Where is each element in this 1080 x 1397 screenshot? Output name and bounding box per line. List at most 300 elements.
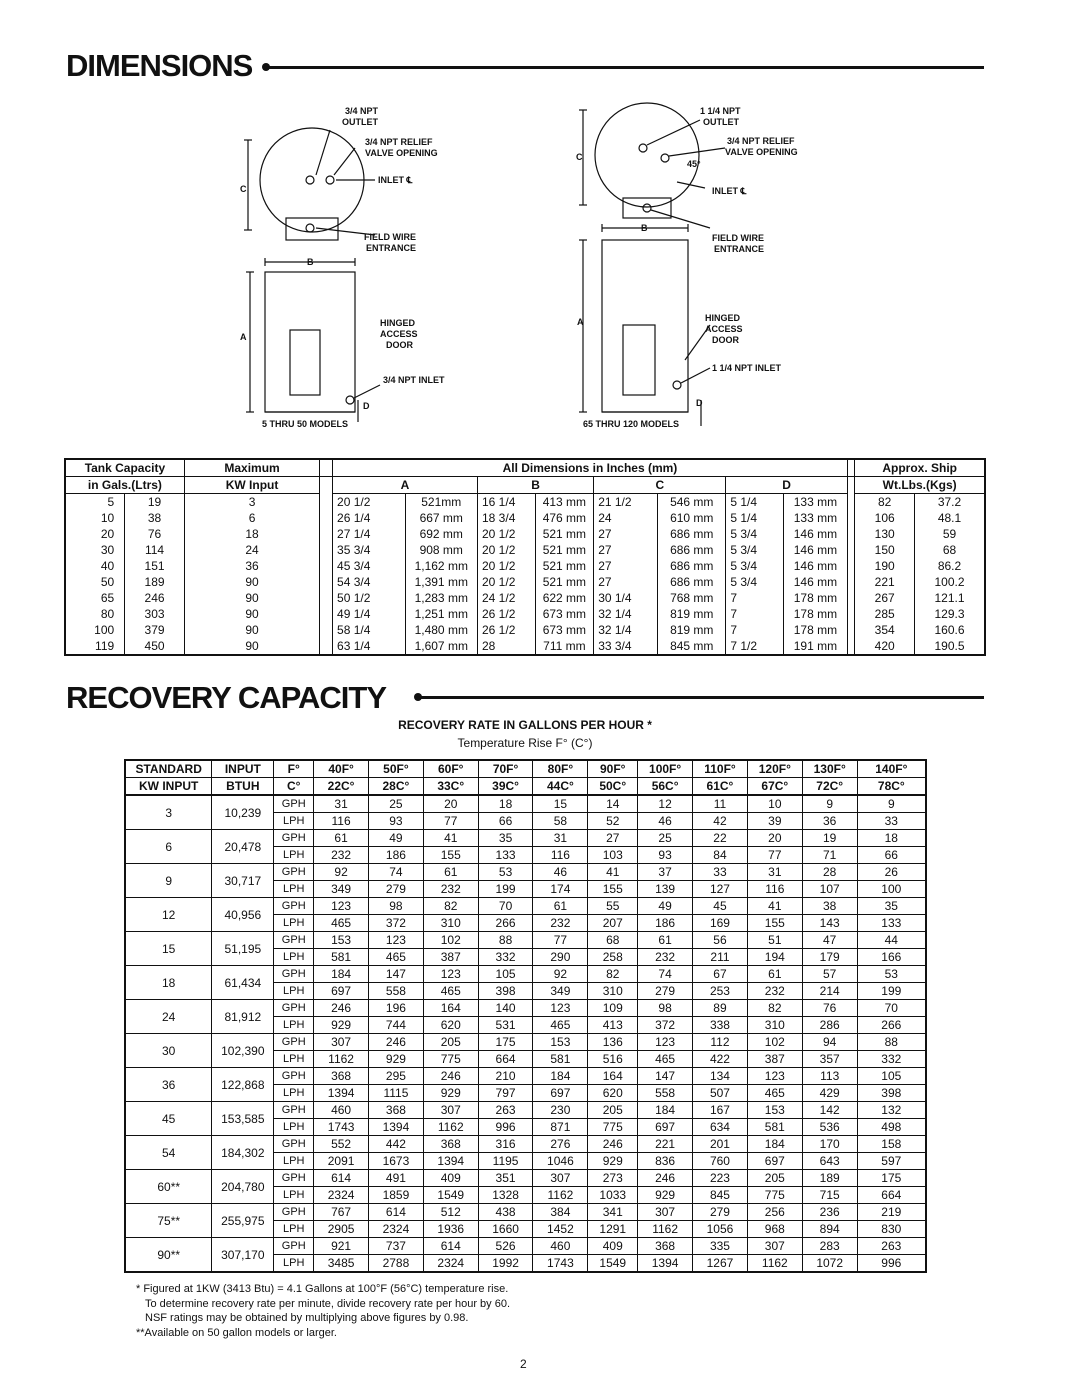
dimension-cell: 7: [726, 606, 784, 622]
dimension-cell: 133 mm: [783, 494, 847, 511]
recovery-gph-cell: 221: [638, 1136, 693, 1153]
dimension-cell: 5 1/4: [726, 510, 784, 526]
recovery-lph-cell: 1549: [588, 1255, 638, 1273]
recovery-gph-cell: 526: [478, 1238, 533, 1255]
recovery-gph-cell: 134: [693, 1068, 748, 1085]
recovery-gph-cell: 49: [638, 898, 693, 915]
dim-a-header: A: [333, 477, 478, 494]
recovery-unit-lph: LPH: [274, 1153, 314, 1170]
right-relief-label-2: VALVE OPENING: [725, 147, 798, 157]
recovery-gph-cell: 164: [588, 1068, 638, 1085]
recovery-gph-cell: 10: [747, 795, 802, 813]
recovery-gph-cell: 184: [638, 1102, 693, 1119]
recovery-lph-cell: 127: [693, 881, 748, 898]
recovery-lph-cell: 2905: [314, 1221, 369, 1238]
recovery-lph-cell: 1162: [533, 1187, 588, 1204]
recovery-lph-cell: 253: [693, 983, 748, 1000]
dimension-cell: 5 3/4: [726, 558, 784, 574]
recovery-btuh-cell: 102,390: [212, 1034, 274, 1068]
right-dim-c: C: [576, 152, 583, 162]
recovery-lph-cell: 286: [802, 1017, 857, 1034]
recovery-btuh-cell: 307,170: [212, 1238, 274, 1273]
recovery-kw-cell: 15: [125, 932, 212, 966]
dimension-cell: 59: [915, 526, 985, 542]
recovery-header-f: 140F°: [857, 760, 926, 778]
dimension-cell: 21 1/2: [594, 494, 658, 511]
recovery-lph-cell: 258: [588, 949, 638, 966]
recovery-lph-cell: 279: [638, 983, 693, 1000]
recovery-lph-cell: 581: [533, 1051, 588, 1068]
diagram-5-thru-50: [230, 100, 480, 435]
dimension-cell: 450: [125, 638, 185, 655]
recovery-lph-cell: 186: [638, 915, 693, 932]
recovery-gph-cell: 123: [423, 966, 478, 983]
recovery-gph-cell: 246: [314, 1000, 369, 1017]
recovery-gph-cell: 368: [638, 1238, 693, 1255]
footnote-2: To determine recovery rate per minute, divide recovery rate per hour by 60.: [145, 1298, 511, 1310]
recovery-gph-cell: 767: [314, 1204, 369, 1221]
dimension-cell: 20 1/2: [478, 526, 536, 542]
recovery-lph-cell: 357: [802, 1051, 857, 1068]
tank-capacity-header: Tank Capacity: [65, 459, 184, 477]
recovery-gph-cell: 98: [369, 898, 424, 915]
recovery-lph-cell: 498: [857, 1119, 926, 1136]
dimension-cell: 32 1/4: [594, 622, 658, 638]
recovery-lph-cell: 597: [857, 1153, 926, 1170]
dimension-cell: 90: [184, 638, 319, 655]
recovery-lph-cell: 845: [693, 1187, 748, 1204]
recovery-gph-cell: 68: [588, 932, 638, 949]
dimension-cell: 686 mm: [658, 526, 726, 542]
recovery-lph-cell: 387: [423, 949, 478, 966]
dimension-cell: 20 1/2: [478, 574, 536, 590]
dimension-cell: 768 mm: [658, 590, 726, 606]
recovery-unit-gph: GPH: [274, 1204, 314, 1221]
recovery-gph-cell: 491: [369, 1170, 424, 1187]
recovery-gph-cell: 164: [423, 1000, 478, 1017]
dimension-row: [65, 638, 985, 655]
left-field-label-1: FIELD WIRE: [364, 232, 416, 242]
dimension-cell: 106: [855, 510, 915, 526]
dimension-cell: 7 1/2: [726, 638, 784, 655]
dimension-cell: 190.5: [915, 638, 985, 655]
recovery-lph-cell: 996: [857, 1255, 926, 1273]
recovery-lph-cell: 1291: [588, 1221, 638, 1238]
recovery-header-f: 70F°: [478, 760, 533, 778]
recovery-heading: RECOVERY CAPACITY: [66, 680, 387, 715]
recovery-gph-cell: 18: [857, 830, 926, 847]
rule-dot: [262, 63, 270, 71]
recovery-lph-cell: 116: [533, 847, 588, 864]
dimension-cell: 285: [855, 606, 915, 622]
recovery-header-c: 56C°: [638, 778, 693, 796]
recovery-lph-cell: 744: [369, 1017, 424, 1034]
dimension-cell: 20: [65, 526, 125, 542]
dimension-cell: 667 mm: [405, 510, 477, 526]
recovery-lph-cell: 465: [314, 915, 369, 932]
right-models-label: 65 THRU 120 MODELS: [583, 419, 680, 429]
recovery-lph-cell: 266: [478, 915, 533, 932]
recovery-row-gph: [125, 1170, 926, 1187]
recovery-gph-cell: 112: [693, 1034, 748, 1051]
dim-b-header: B: [478, 477, 594, 494]
recovery-btuh-cell: 184,302: [212, 1136, 274, 1170]
dimension-cell: 189: [125, 574, 185, 590]
recovery-btuh-cell: 20,478: [212, 830, 274, 864]
recovery-lph-cell: 775: [747, 1187, 802, 1204]
recovery-kw-cell: 36: [125, 1068, 212, 1102]
dimension-cell: 35 3/4: [333, 542, 405, 558]
dimension-cell: 5 1/4: [726, 494, 784, 511]
recovery-lph-cell: 169: [693, 915, 748, 932]
recovery-btuh-cell: 61,434: [212, 966, 274, 1000]
recovery-gph-cell: 44: [857, 932, 926, 949]
recovery-header-c: 50C°: [588, 778, 638, 796]
recovery-lph-cell: 830: [857, 1221, 926, 1238]
recovery-gph-cell: 89: [693, 1000, 748, 1017]
recovery-lph-cell: 1394: [638, 1255, 693, 1273]
recovery-kw-cell: 18: [125, 966, 212, 1000]
recovery-lph-cell: 1660: [478, 1221, 533, 1238]
recovery-lph-cell: 465: [369, 949, 424, 966]
recovery-header-f: 110F°: [693, 760, 748, 778]
recovery-lph-cell: 42: [693, 813, 748, 830]
recovery-gph-cell: 614: [314, 1170, 369, 1187]
recovery-lph-cell: 1072: [802, 1255, 857, 1273]
right-relief-label-1: 3/4 NPT RELIEF: [727, 136, 795, 146]
recovery-lph-cell: 232: [533, 915, 588, 932]
recovery-lph-cell: 186: [369, 847, 424, 864]
recovery-unit-lph: LPH: [274, 915, 314, 932]
recovery-gph-cell: 57: [802, 966, 857, 983]
recovery-lph-cell: 465: [533, 1017, 588, 1034]
recovery-lph-cell: 33: [857, 813, 926, 830]
recovery-gph-cell: 61: [533, 898, 588, 915]
dimension-cell: 521mm: [405, 494, 477, 511]
recovery-unit-gph: GPH: [274, 1034, 314, 1051]
dimension-cell: 24: [184, 542, 319, 558]
recovery-gph-cell: 384: [533, 1204, 588, 1221]
recovery-gph-cell: 170: [802, 1136, 857, 1153]
recovery-gph-cell: 273: [588, 1170, 638, 1187]
dimension-cell: 1,283 mm: [405, 590, 477, 606]
recovery-unit-lph: LPH: [274, 1051, 314, 1068]
recovery-unit-lph: LPH: [274, 881, 314, 898]
recovery-lph-cell: 266: [857, 1017, 926, 1034]
recovery-gph-cell: 175: [857, 1170, 926, 1187]
dimension-cell: 129.3: [915, 606, 985, 622]
dimension-cell: 24: [594, 510, 658, 526]
recovery-lph-cell: 155: [588, 881, 638, 898]
recovery-lph-cell: 398: [478, 983, 533, 1000]
recovery-lph-cell: 1267: [693, 1255, 748, 1273]
recovery-header-f: F°: [274, 760, 314, 778]
recovery-row-gph: [125, 1000, 926, 1017]
dimension-row: [65, 526, 985, 542]
footnote-4: **Available on 50 gallon models or larger.: [136, 1327, 337, 1339]
recovery-gph-cell: 147: [369, 966, 424, 983]
right-field-label-1: FIELD WIRE: [712, 233, 764, 243]
recovery-gph-cell: 19: [802, 830, 857, 847]
recovery-gph-cell: 31: [314, 795, 369, 813]
dimension-cell: 267: [855, 590, 915, 606]
all-dimensions-header: All Dimensions in Inches (mm): [333, 459, 848, 477]
recovery-gph-cell: 53: [478, 864, 533, 881]
recovery-gph-cell: 219: [857, 1204, 926, 1221]
dimension-cell: 1,162 mm: [405, 558, 477, 574]
recovery-lph-cell: 332: [478, 949, 533, 966]
recovery-gph-cell: 409: [423, 1170, 478, 1187]
dimension-cell: 178 mm: [783, 622, 847, 638]
recovery-lph-cell: 139: [638, 881, 693, 898]
recovery-lph-cell: 46: [638, 813, 693, 830]
recovery-lph-cell: 211: [693, 949, 748, 966]
dimension-cell: 90: [184, 622, 319, 638]
recovery-header-c: 22C°: [314, 778, 369, 796]
recovery-lph-cell: 290: [533, 949, 588, 966]
recovery-row-gph: [125, 1204, 926, 1221]
recovery-gph-cell: 33: [693, 864, 748, 881]
dimension-cell: 146 mm: [783, 526, 847, 542]
recovery-row-gph: [125, 932, 926, 949]
recovery-gph-cell: 31: [533, 830, 588, 847]
recovery-lph-cell: 929: [423, 1085, 478, 1102]
recovery-gph-cell: 460: [314, 1102, 369, 1119]
dimension-cell: 146 mm: [783, 558, 847, 574]
recovery-btuh-cell: 255,975: [212, 1204, 274, 1238]
dimension-cell: 49 1/4: [333, 606, 405, 622]
dimension-cell: 692 mm: [405, 526, 477, 542]
recovery-lph-cell: 207: [588, 915, 638, 932]
left-dim-c: C: [240, 184, 247, 194]
recovery-gph-cell: 263: [478, 1102, 533, 1119]
recovery-header-f: 130F°: [802, 760, 857, 778]
recovery-unit-lph: LPH: [274, 1017, 314, 1034]
recovery-gph-cell: 88: [478, 932, 533, 949]
recovery-gph-cell: 20: [747, 830, 802, 847]
recovery-lph-cell: 332: [857, 1051, 926, 1068]
dimension-cell: 6: [184, 510, 319, 526]
kw-input-subheader: KW Input: [184, 477, 319, 494]
recovery-lph-cell: 66: [478, 813, 533, 830]
recovery-gph-cell: 35: [478, 830, 533, 847]
recovery-unit-gph: GPH: [274, 1068, 314, 1085]
diagram-65-thru-120: [565, 100, 825, 435]
dimension-cell: 65: [65, 590, 125, 606]
footnote-1: * Figured at 1KW (3413 Btu) = 4.1 Gallons at 100°F (56°C) temperature rise.: [136, 1283, 509, 1295]
dimension-cell: 24 1/2: [478, 590, 536, 606]
recovery-lph-cell: 664: [857, 1187, 926, 1204]
dimension-cell: 3: [184, 494, 319, 511]
recovery-gph-cell: 205: [588, 1102, 638, 1119]
recovery-row-gph: [125, 1238, 926, 1255]
tank-capacity-subheader: in Gals.(Ltrs): [65, 477, 184, 494]
recovery-lph-cell: 133: [857, 915, 926, 932]
left-outlet-label-2: OUTLET: [342, 117, 378, 127]
recovery-lph-cell: 179: [802, 949, 857, 966]
recovery-lph-cell: 116: [314, 813, 369, 830]
recovery-kw-cell: 30: [125, 1034, 212, 1068]
recovery-heading-rule: [420, 696, 984, 699]
recovery-gph-cell: 263: [857, 1238, 926, 1255]
dimension-cell: 18: [184, 526, 319, 542]
recovery-lph-cell: 465: [423, 983, 478, 1000]
dimension-cell: 146 mm: [783, 574, 847, 590]
recovery-lph-cell: 581: [747, 1119, 802, 1136]
right-dim-b: B: [641, 223, 648, 233]
recovery-gph-cell: 9: [857, 795, 926, 813]
recovery-gph-cell: 307: [533, 1170, 588, 1187]
dimension-cell: 27: [594, 526, 658, 542]
dimension-cell: 26 1/2: [478, 622, 536, 638]
recovery-unit-lph: LPH: [274, 983, 314, 1000]
recovery-gph-cell: 61: [638, 932, 693, 949]
recovery-btuh-cell: 40,956: [212, 898, 274, 932]
dimension-cell: 673 mm: [535, 622, 594, 638]
recovery-lph-cell: 697: [314, 983, 369, 1000]
recovery-gph-cell: 56: [693, 932, 748, 949]
left-inlet-label: INLET ℄: [378, 175, 413, 185]
recovery-caption-sub: Temperature Rise F° (C°): [457, 736, 593, 750]
recovery-gph-cell: 70: [857, 1000, 926, 1017]
recovery-unit-lph: LPH: [274, 949, 314, 966]
recovery-lph-cell: 107: [802, 881, 857, 898]
recovery-lph-cell: 2788: [369, 1255, 424, 1273]
recovery-kw-cell: 6: [125, 830, 212, 864]
dimension-cell: 610 mm: [658, 510, 726, 526]
recovery-header-c: 39C°: [478, 778, 533, 796]
recovery-btuh-cell: 51,195: [212, 932, 274, 966]
recovery-lph-cell: 103: [588, 847, 638, 864]
recovery-lph-cell: 558: [369, 983, 424, 1000]
right-angle-label: 45°: [687, 159, 701, 169]
recovery-gph-cell: 184: [747, 1136, 802, 1153]
dimension-cell: 27: [594, 542, 658, 558]
recovery-lph-cell: 664: [478, 1051, 533, 1068]
recovery-gph-cell: 46: [533, 864, 588, 881]
recovery-gph-cell: 205: [423, 1034, 478, 1051]
recovery-lph-cell: 797: [478, 1085, 533, 1102]
recovery-lph-cell: 929: [369, 1051, 424, 1068]
recovery-gph-cell: 92: [314, 864, 369, 881]
right-dim-a: A: [577, 317, 584, 327]
left-npt-inlet-label: 3/4 NPT INLET: [383, 375, 445, 385]
recovery-unit-lph: LPH: [274, 1119, 314, 1136]
recovery-gph-cell: 158: [857, 1136, 926, 1153]
recovery-gph-cell: 246: [588, 1136, 638, 1153]
dimension-cell: 673 mm: [535, 606, 594, 622]
recovery-gph-cell: 368: [423, 1136, 478, 1153]
recovery-lph-cell: 1673: [369, 1153, 424, 1170]
recovery-lph-cell: 214: [802, 983, 857, 1000]
dimension-cell: 686 mm: [658, 558, 726, 574]
recovery-gph-cell: 512: [423, 1204, 478, 1221]
dimension-cell: 5 3/4: [726, 574, 784, 590]
right-hinged-label-3: DOOR: [712, 335, 739, 345]
recovery-header-f: 80F°: [533, 760, 588, 778]
recovery-gph-cell: 210: [478, 1068, 533, 1085]
recovery-gph-cell: 109: [588, 1000, 638, 1017]
recovery-lph-cell: 116: [747, 881, 802, 898]
dimension-cell: 100.2: [915, 574, 985, 590]
recovery-gph-cell: 51: [747, 932, 802, 949]
left-hinged-label-1: HINGED: [380, 318, 416, 328]
dimension-cell: 133 mm: [783, 510, 847, 526]
recovery-gph-cell: 184: [314, 966, 369, 983]
recovery-lph-cell: 338: [693, 1017, 748, 1034]
dimensions-table: [64, 458, 986, 656]
recovery-gph-cell: 246: [638, 1170, 693, 1187]
recovery-unit-gph: GPH: [274, 830, 314, 847]
recovery-gph-cell: 53: [857, 966, 926, 983]
recovery-btuh-cell: 81,912: [212, 1000, 274, 1034]
page-number: 2: [520, 1357, 527, 1371]
left-outlet-label-1: 3/4 NPT: [345, 106, 379, 116]
recovery-lph-cell: 1394: [314, 1085, 369, 1102]
recovery-lph-cell: 349: [533, 983, 588, 1000]
recovery-unit-gph: GPH: [274, 1000, 314, 1017]
recovery-lph-cell: 968: [747, 1221, 802, 1238]
recovery-gph-cell: 246: [423, 1068, 478, 1085]
recovery-lph-cell: 1033: [588, 1187, 638, 1204]
left-relief-label-2: VALVE OPENING: [365, 148, 438, 158]
dimension-row: [65, 542, 985, 558]
recovery-gph-cell: 236: [802, 1204, 857, 1221]
recovery-unit-gph: GPH: [274, 1136, 314, 1153]
recovery-gph-cell: 9: [802, 795, 857, 813]
recovery-lph-cell: 836: [638, 1153, 693, 1170]
recovery-lph-cell: 715: [802, 1187, 857, 1204]
recovery-gph-cell: 335: [693, 1238, 748, 1255]
recovery-lph-cell: 199: [478, 881, 533, 898]
dimension-cell: 476 mm: [535, 510, 594, 526]
recovery-gph-cell: 460: [533, 1238, 588, 1255]
recovery-gph-cell: 175: [478, 1034, 533, 1051]
dimension-cell: 130: [855, 526, 915, 542]
recovery-header-c: 67C°: [747, 778, 802, 796]
dimension-cell: 119: [65, 638, 125, 655]
recovery-header-c: KW INPUT: [125, 778, 212, 796]
recovery-gph-cell: 184: [533, 1068, 588, 1085]
recovery-header-f: 100F°: [638, 760, 693, 778]
recovery-lph-cell: 71: [802, 847, 857, 864]
dim-c-header: C: [594, 477, 726, 494]
recovery-unit-lph: LPH: [274, 1255, 314, 1273]
recovery-gph-cell: 41: [423, 830, 478, 847]
left-relief-label-1: 3/4 NPT RELIEF: [365, 137, 433, 147]
recovery-lph-cell: 1328: [478, 1187, 533, 1204]
dimension-row: [65, 622, 985, 638]
dimensions-heading-rule: [268, 66, 984, 69]
recovery-lph-cell: 2324: [369, 1221, 424, 1238]
recovery-lph-cell: 1394: [369, 1119, 424, 1136]
recovery-lph-cell: 1452: [533, 1221, 588, 1238]
recovery-kw-cell: 60**: [125, 1170, 212, 1204]
recovery-header-c: 28C°: [369, 778, 424, 796]
recovery-gph-cell: 55: [588, 898, 638, 915]
recovery-gph-cell: 167: [693, 1102, 748, 1119]
recovery-gph-cell: 201: [693, 1136, 748, 1153]
recovery-kw-cell: 12: [125, 898, 212, 932]
recovery-gph-cell: 88: [857, 1034, 926, 1051]
recovery-lph-cell: 1115: [369, 1085, 424, 1102]
right-hinged-label-2: ACCESS: [705, 324, 743, 334]
recovery-unit-gph: GPH: [274, 795, 314, 813]
recovery-lph-cell: 775: [423, 1051, 478, 1068]
dimension-cell: 100: [65, 622, 125, 638]
dimension-cell: 20 1/2: [333, 494, 405, 511]
recovery-gph-cell: 31: [747, 864, 802, 881]
